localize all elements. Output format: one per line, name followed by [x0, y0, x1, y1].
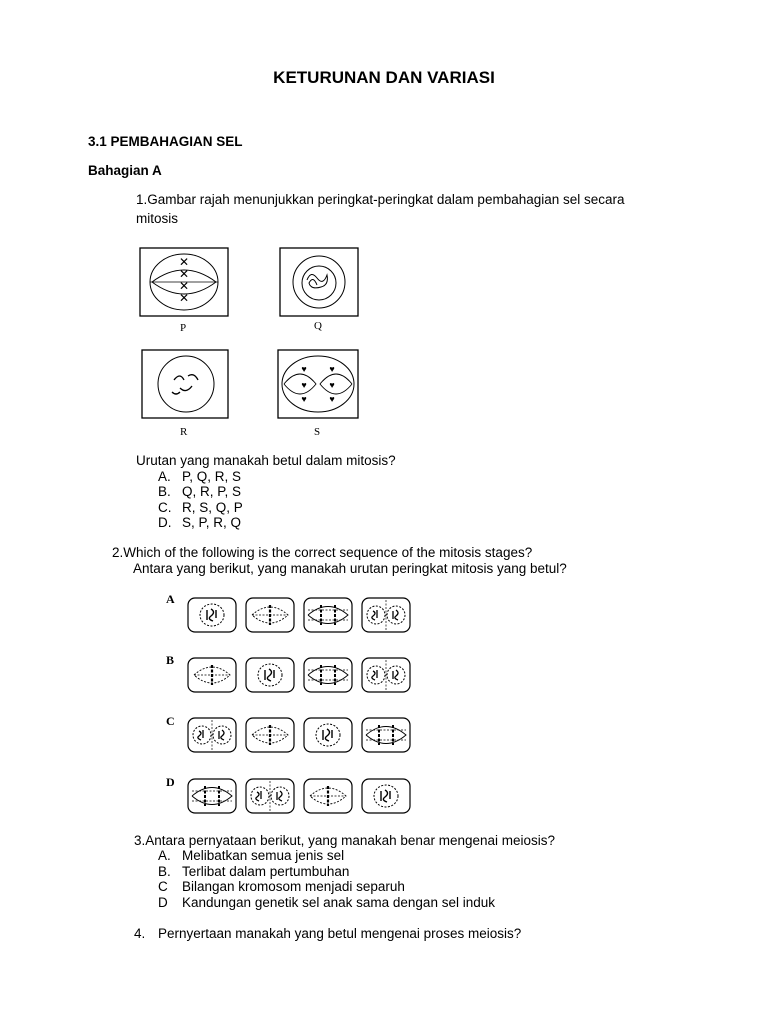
- q2-row-label-a: A: [166, 592, 175, 606]
- svg-text:♥: ♥: [329, 394, 335, 404]
- q3-option-d: D Kandungan genetik sel anak sama dengan sel induk: [158, 895, 495, 910]
- svg-text:♥: ♥: [329, 380, 335, 390]
- q1-text-line2: mitosis: [136, 211, 179, 226]
- q2-row-c: [188, 718, 410, 752]
- q2-row-label-b: B: [166, 653, 175, 667]
- q1-option-b: B. Q, R, P, S: [158, 484, 242, 499]
- figure-label-r: R: [180, 426, 188, 438]
- q2-row-b: [188, 658, 410, 692]
- svg-text:♥: ♥: [301, 364, 307, 374]
- section-heading: 3.1 PEMBAHAGIAN SEL: [88, 134, 243, 149]
- q2-text-line1: 2.Which of the following is the correct sequence of the mitosis stages?: [112, 545, 533, 560]
- q2-row-a: [188, 598, 410, 632]
- figure-label-s: S: [314, 426, 321, 438]
- part-heading: Bahagian A: [88, 163, 162, 178]
- figure-label-q: Q: [314, 320, 322, 332]
- q4-text: 4. Pernyertaan manakah yang betul mengenai proses meiosis?: [134, 926, 522, 941]
- q3-text: 3.Antara pernyataan berikut, yang manakah benar mengenai meiosis?: [134, 833, 556, 848]
- q2-row-d: [188, 779, 410, 813]
- q2-text-line2: Antara yang berikut, yang manakah urutan peringkat mitosis yang betul?: [133, 561, 567, 576]
- svg-text:♥: ♥: [329, 364, 335, 374]
- q2-row-label-d: D: [166, 775, 175, 789]
- q1-prompt: Urutan yang manakah betul dalam mitosis?: [136, 453, 396, 468]
- q3-option-a: A. Melibatkan semua jenis sel: [158, 848, 345, 863]
- svg-text:✕: ✕: [178, 291, 190, 305]
- page-title: KETURUNAN DAN VARIASI: [273, 68, 495, 87]
- svg-text:✕: ✕: [178, 255, 190, 269]
- svg-text:✕: ✕: [178, 267, 190, 281]
- q3-option-c: C Bilangan kromosom menjadi separuh: [158, 879, 405, 894]
- q1-text-line1: 1.Gambar rajah menunjukkan peringkat-peringkat dalam pembahagian sel secara: [136, 192, 625, 207]
- q1-option-a: A. P, Q, R, S: [158, 469, 242, 484]
- svg-text:♥: ♥: [301, 394, 307, 404]
- figure-label-p: P: [180, 322, 187, 334]
- q1-option-c: C. R, S, Q, P: [158, 500, 243, 515]
- q1-option-d: D. S, P, R, Q: [158, 515, 242, 530]
- q3-option-b: B. Terlibat dalam pertumbuhan: [158, 864, 350, 879]
- svg-text:✕: ✕: [178, 279, 190, 293]
- svg-text:♥: ♥: [301, 380, 307, 390]
- q2-row-label-c: C: [166, 714, 175, 728]
